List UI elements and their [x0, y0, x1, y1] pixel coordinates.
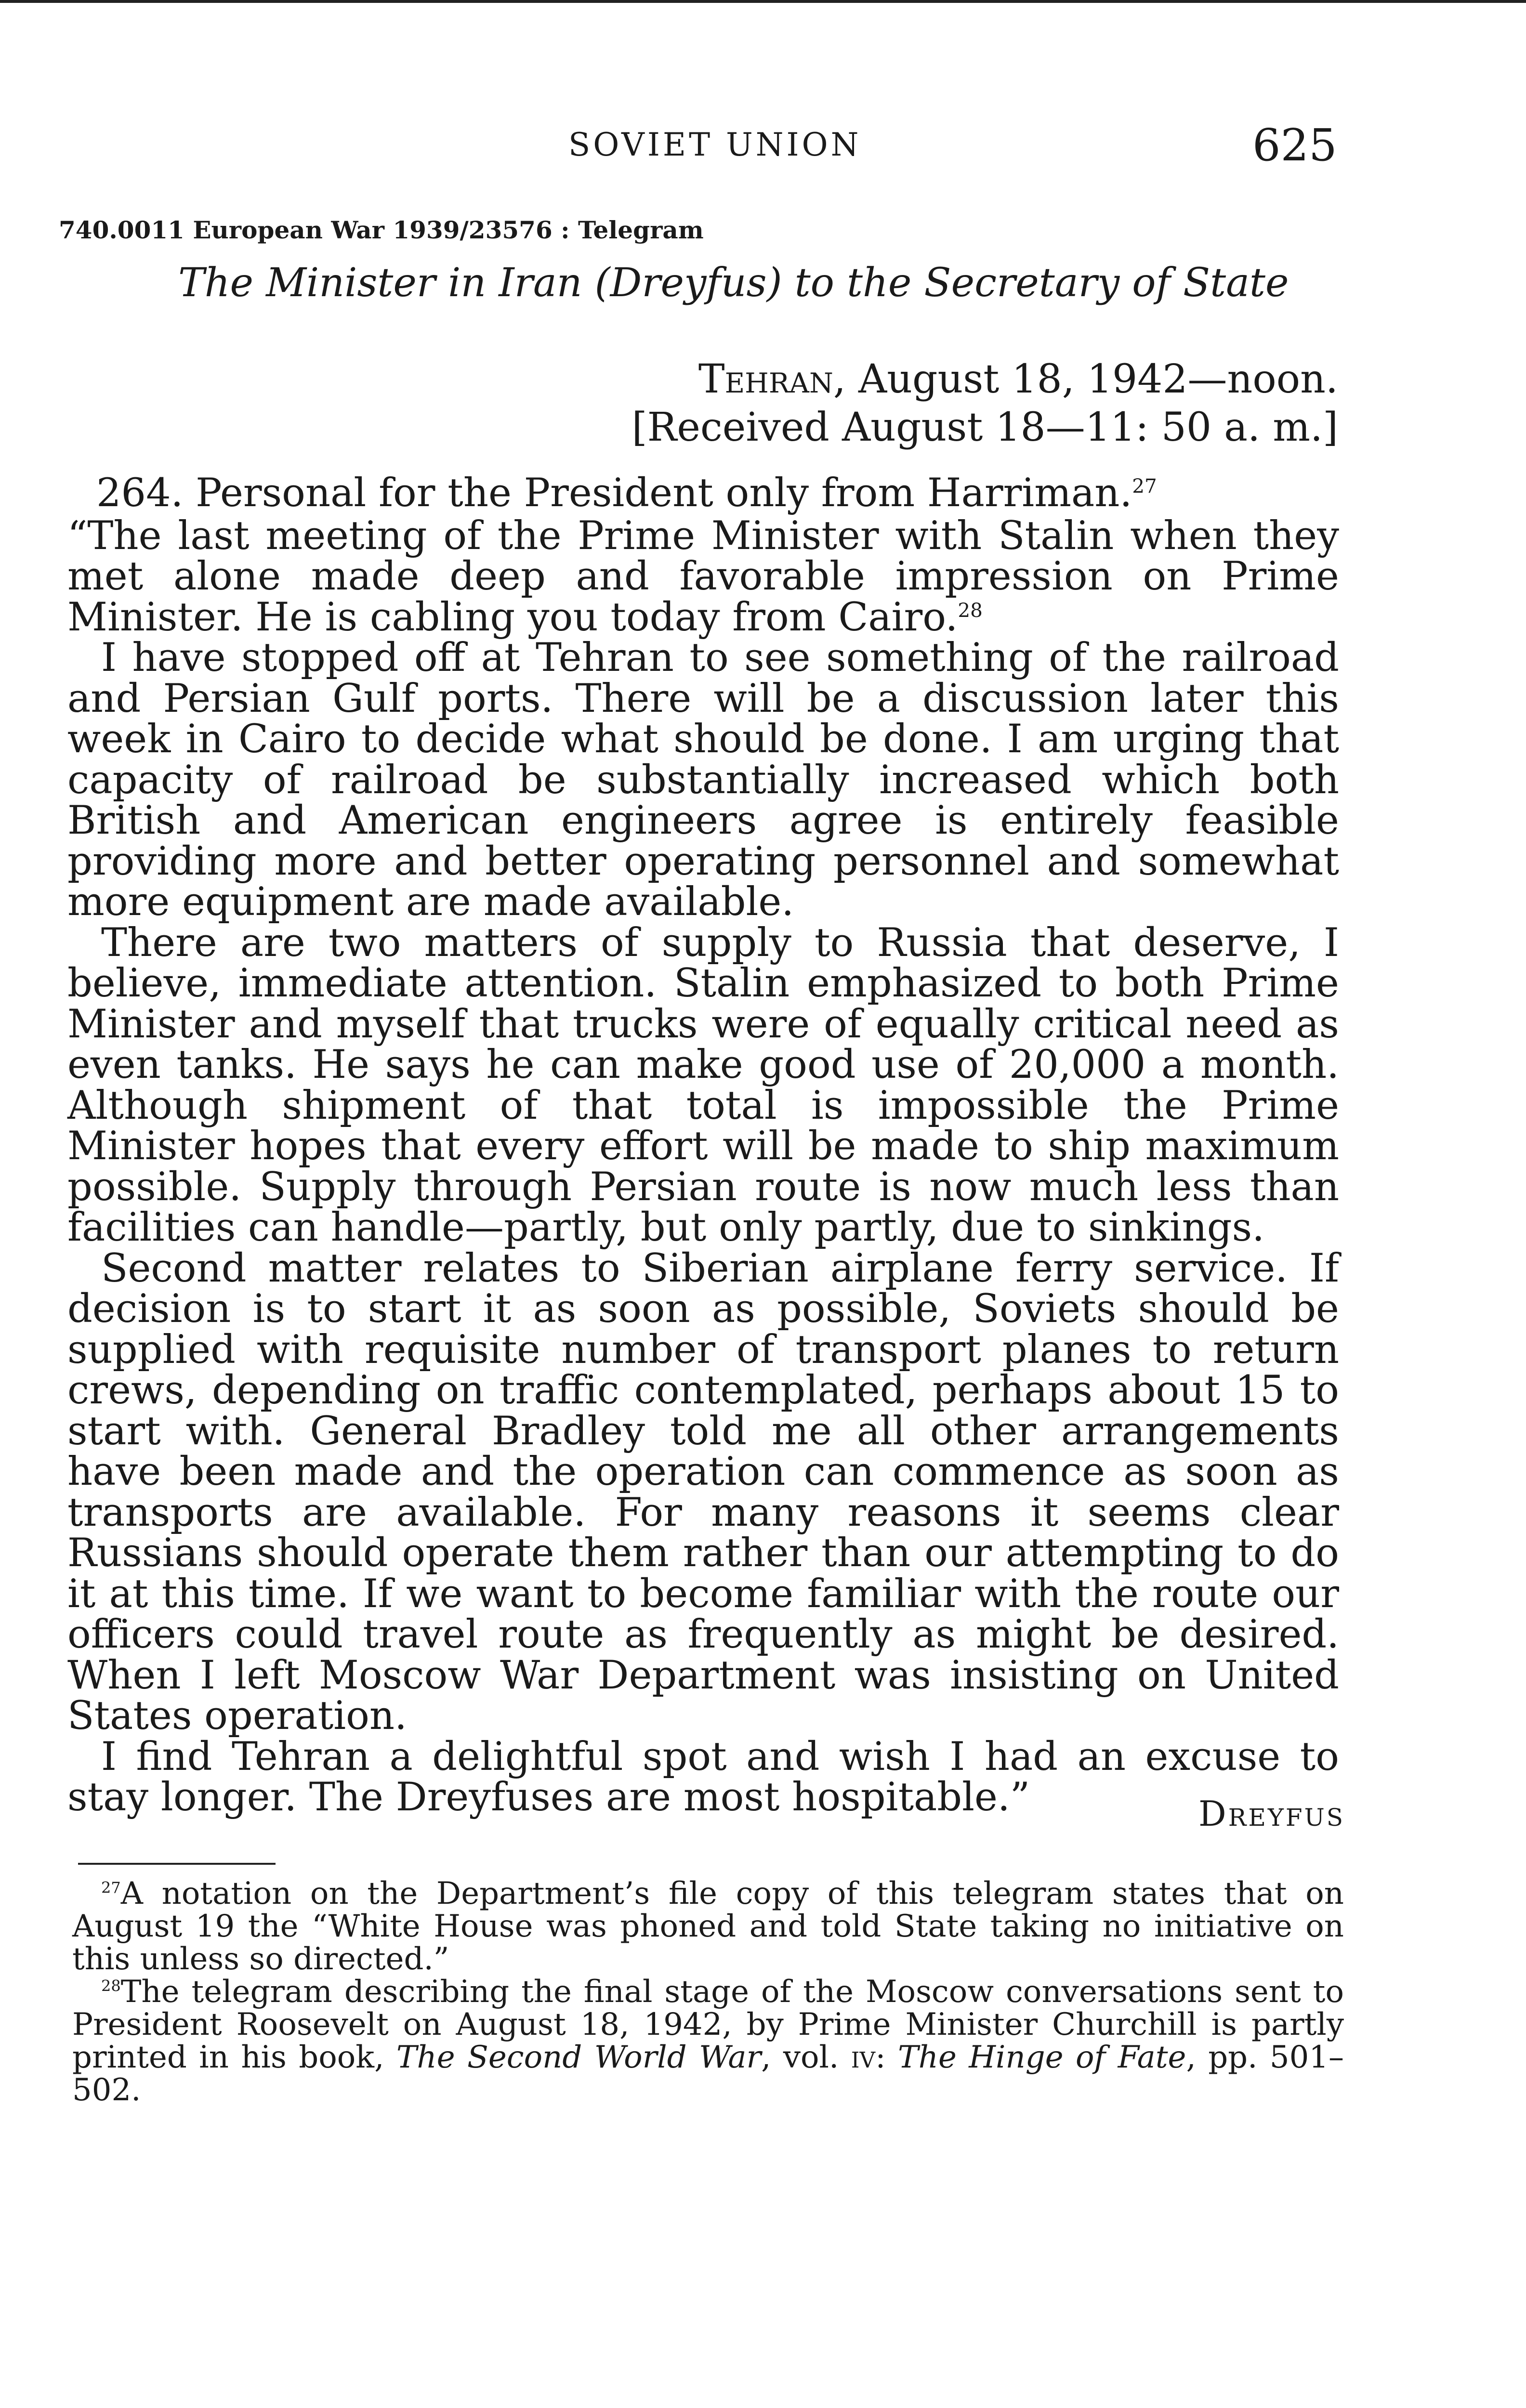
dateline-place: Tehran — [698, 356, 833, 402]
footnote — [72, 1877, 1344, 1976]
footnote-text: The telegram describing the final stage of the Moscow conversations sent to President Roosevelt on August 18, 1942, by Prime Minister Churchill is partly printed in his book, — [72, 1974, 1344, 2075]
telegram-body — [67, 473, 1339, 1818]
dateline-sent — [423, 355, 1338, 404]
footnote-text: A notation on the Department’s file copy of this telegram states that on August 19 the “White House was phoned and told State taking no initiative on this unless so directed.” — [72, 1876, 1344, 1977]
footnotes — [72, 1877, 1344, 2107]
footnote-ref: 28 — [958, 598, 983, 622]
footnote-ref: 27 — [1132, 474, 1157, 497]
dateline-date: , August 18, 1942—noon. — [833, 356, 1338, 402]
file-reference: 740.0011 European War 1939/23576 : Telegram — [59, 216, 704, 244]
book-title: The Second World War — [396, 2040, 762, 2075]
body-paragraph: I find Tehran a delightful spot and wish I had an excuse to stay longer. The Dreyfuses are most hospitable.” — [67, 1734, 1339, 1820]
footnote-mark: 27 — [101, 1878, 121, 1897]
footnote-rule — [78, 1863, 276, 1865]
top-edge-rule — [0, 0, 1526, 3]
volume-title: The Hinge of Fate — [898, 2040, 1186, 2075]
footnote — [72, 1976, 1344, 2107]
lead-text: 264. Personal for the President only from Harriman. — [96, 471, 1132, 516]
footnote-text: , vol. — [761, 2040, 851, 2075]
body-paragraph: I have stopped off at Tehran to see something of the railroad and Persian Gulf ports. There will be a discussion later this week in Cairo to decide what should be done. I am urging that capacity of railroad be substantially increased which both British and American engineers agree is entirely feasible providing more and better operating personnel and somewhat more equipment are made available. — [67, 635, 1339, 925]
running-head: SOVIET UNION — [568, 126, 862, 163]
body-paragraph: There are two matters of supply to Russia that deserve, I believe, immediate attention. Stalin emphasized to both Prime Minister and myself that trucks were of equally critical need as even tanks. He says he can make good use of 20,000 a month. Although shipment of that total is impossible the Prime Minister hopes that every effort will be made to ship maximum possible. Supply through Persian route is now much less than facilities can handle—partly, but only partly, due to sinkings. — [67, 920, 1339, 1250]
footnote-text: , pp. 501–502. — [72, 2040, 1344, 2108]
signature: Dreyfus — [1198, 1793, 1345, 1834]
body-paragraph — [67, 513, 1339, 640]
dateline — [423, 355, 1338, 452]
footnote-text: : — [875, 2040, 898, 2075]
paragraph-text: “The last meeting of the Prime Minister with Stalin when they met alone made deep and favorable impression on Prime Minister. He is cabling you today from Cairo. — [67, 513, 1339, 640]
volume-number: iv — [851, 2040, 876, 2075]
body-paragraph: Second matter relates to Siberian airplane ferry service. If decision is to start it as soon as possible, Soviets should be supplied with requisite number of transport planes to return crews, depending on traffic contemplated, perhaps about 15 to start with. General Bradley told me all other arrangements have been made and the operation can commence as soon as transports are available. For many reasons it seems clear Russians should operate them rather than our attempting to do it at this time. If we want to become familiar with the route our officers could travel route as frequently as might be desired. When I left Moscow War Department was insisting on United States operation. — [67, 1245, 1339, 1739]
page-number: 625 — [1252, 119, 1337, 171]
telegram-lead — [67, 473, 1339, 514]
footnote-mark: 28 — [101, 1976, 121, 1995]
dateline-received: [Received August 18—11: 50 a. m.] — [631, 405, 1338, 450]
document-title: The Minister in Iran (Dreyfus) to the Secretary of State — [178, 260, 1289, 306]
